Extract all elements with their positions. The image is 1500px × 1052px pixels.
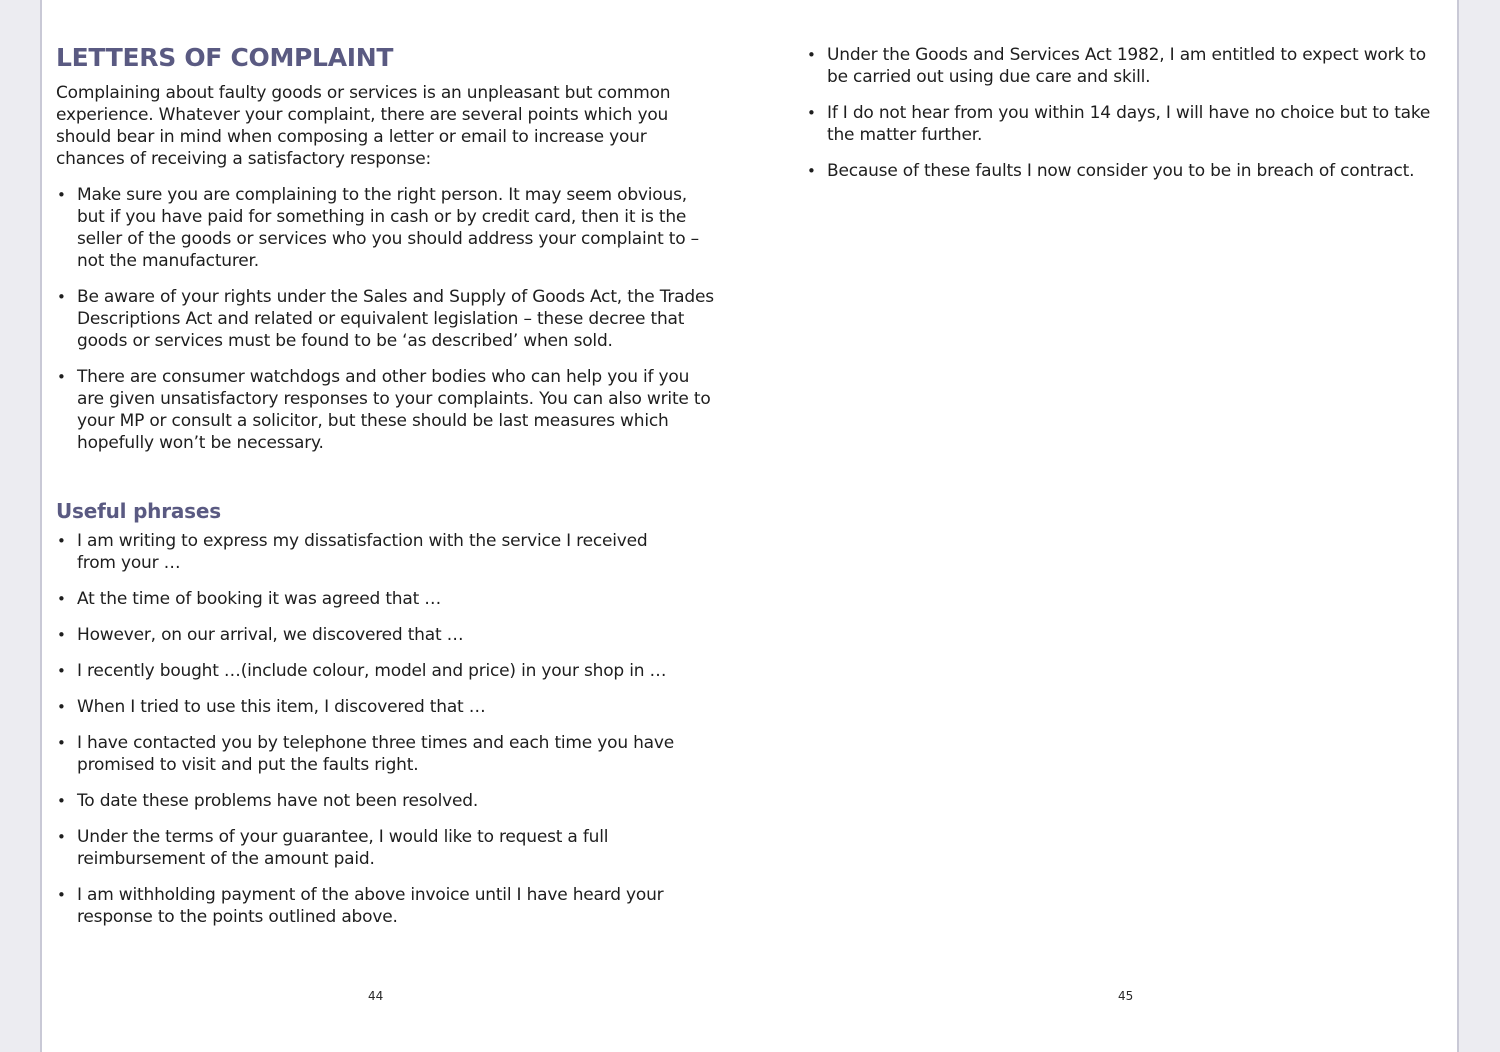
list-item (56, 530, 686, 574)
page-title: LETTERS OF COMPLAINT (56, 43, 394, 72)
list-item (56, 660, 686, 682)
list-item-text: When I tried to use this item, I discovered that … (77, 697, 486, 717)
bullet-icon: • (57, 626, 66, 644)
list-item (56, 826, 686, 870)
bullet-icon: • (57, 288, 66, 306)
bullet-icon: • (57, 662, 66, 680)
page-left (42, 0, 752, 1052)
list-item-text: However, on our arrival, we discovered that … (77, 625, 464, 645)
tips-list (56, 184, 716, 468)
list-item-text: Because of these faults I now consider you to be in breach of contract. (827, 161, 1415, 181)
list-item (806, 102, 1436, 146)
list-item-text: I have contacted you by telephone three times and each time you have promised to visit and put the faults right. (77, 733, 675, 775)
bullet-icon: • (57, 590, 66, 608)
list-item-text: Under the Goods and Services Act 1982, I am entitled to expect work to be carried out using due care and skill. (827, 45, 1426, 87)
section-heading-useful-phrases: Useful phrases (56, 499, 221, 523)
list-item (56, 366, 716, 454)
bullet-icon: • (807, 104, 816, 122)
list-item (56, 790, 686, 812)
intro-paragraph: Complaining about faulty goods or services is an unpleasant but common experience. Whatever your complaint, there are several points which you should bear in mind when composing a letter or email to increase your chances of receiving a satisfactory response: (56, 83, 671, 169)
list-item-text: Under the terms of your guarantee, I would like to request a full reimbursement of the amount paid. (77, 827, 609, 869)
book-spread (40, 0, 1459, 1052)
list-item-text: To date these problems have not been resolved. (77, 791, 479, 811)
phrases-list-continued (806, 44, 1436, 196)
bullet-icon: • (57, 886, 66, 904)
list-item (806, 44, 1436, 88)
list-item (56, 732, 686, 776)
bullet-icon: • (57, 828, 66, 846)
list-item-text: At the time of booking it was agreed that … (77, 589, 442, 609)
page-number: 44 (368, 989, 384, 1003)
list-item (56, 884, 686, 928)
list-item (806, 160, 1436, 182)
bullet-icon: • (57, 734, 66, 752)
bullet-icon: • (57, 532, 66, 550)
bullet-icon: • (807, 46, 816, 64)
bullet-icon: • (57, 792, 66, 810)
list-item (56, 286, 716, 352)
list-item-text: Make sure you are complaining to the right person. It may seem obvious, but if you have paid for something in cash or by credit card, then it is the seller of the goods or services who you should address your complaint to – not the manufacturer. (77, 185, 699, 271)
bullet-icon: • (57, 698, 66, 716)
page-right (752, 0, 1461, 1052)
list-item-text: If I do not hear from you within 14 days, I will have no choice but to take the matter further. (827, 103, 1431, 145)
list-item-text: I am withholding payment of the above invoice until I have heard your response to the points outlined above. (77, 885, 664, 927)
list-item-text: I recently bought …(include colour, model and price) in your shop in … (77, 661, 667, 681)
phrases-list (56, 530, 686, 942)
list-item (56, 696, 686, 718)
list-item-text: I am writing to express my dissatisfaction with the service I received from your … (77, 531, 648, 573)
bullet-icon: • (807, 162, 816, 180)
list-item (56, 624, 686, 646)
page-number: 45 (1118, 989, 1134, 1003)
list-item-text: There are consumer watchdogs and other bodies who can help you if you are given unsatisfactory responses to your complaints. You can also write to your MP or consult a solicitor, but these should be last measures which hopefully won’t be necessary. (77, 367, 711, 453)
list-item (56, 588, 686, 610)
bullet-icon: • (57, 186, 66, 204)
bullet-icon: • (57, 368, 66, 386)
list-item (56, 184, 716, 272)
list-item-text: Be aware of your rights under the Sales and Supply of Goods Act, the Trades Descriptions Act and related or equivalent legislation – these decree that goods or services must be found to be ‘as described’ when sold. (77, 287, 714, 351)
